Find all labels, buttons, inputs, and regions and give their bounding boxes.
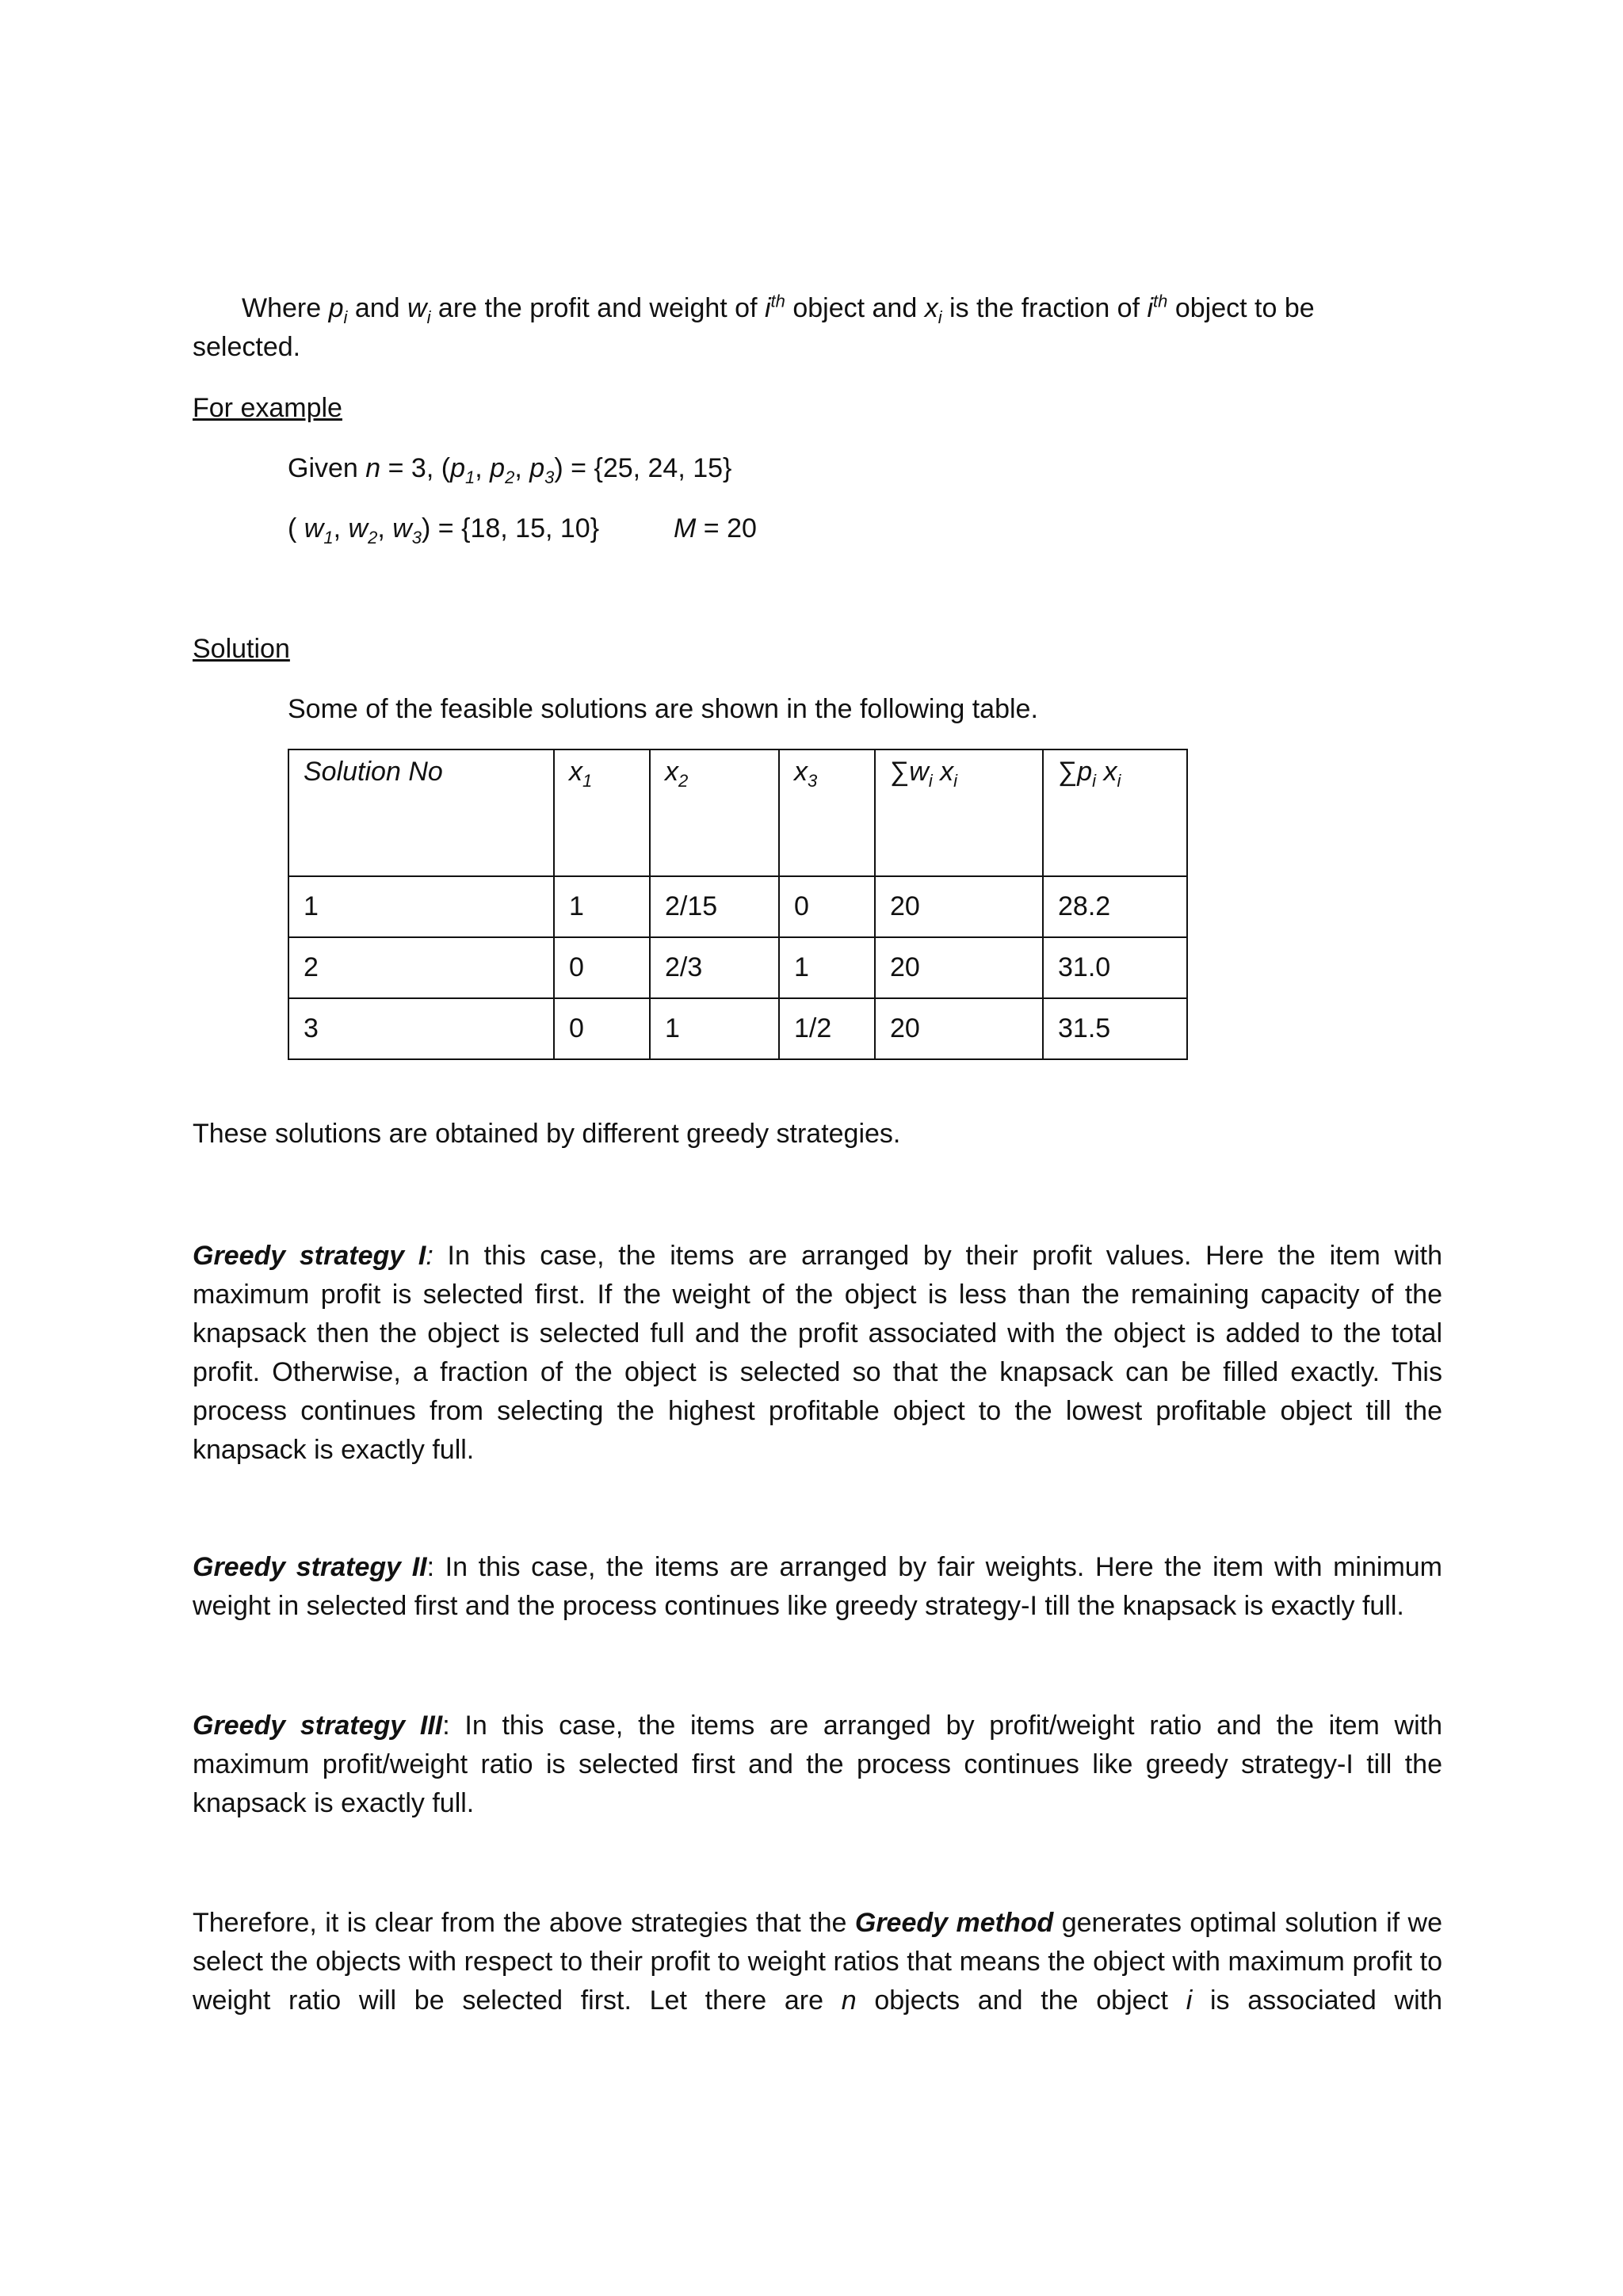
cell-x2: 2/3 [650,937,779,998]
var-w: w [348,513,369,543]
cell-x2: 1 [650,998,779,1059]
cell-solution-no: 3 [288,998,554,1059]
cell-x1: 0 [554,998,650,1059]
table-row [288,876,1187,937]
var-n: n [841,1985,857,2016]
cell-solution-no: 1 [288,876,554,937]
strategy-1-colon: : [426,1241,433,1271]
intro-text: object and [785,293,925,323]
var-i: i [1147,293,1154,323]
header-w: w [909,757,929,787]
strategy-3-colon: : [442,1711,450,1741]
sub-1: 1 [582,770,593,791]
sub-3: 3 [544,467,555,487]
var-x: x [924,293,938,323]
intro-text: are the profit and weight of [430,293,765,323]
header-x3 [779,749,875,876]
cell-sum-px: 31.0 [1043,937,1187,998]
strategy-1-label: Greedy strategy I [193,1241,426,1271]
comma: , [377,513,393,543]
sub-3: 3 [411,527,422,547]
strategy-3-label: Greedy strategy III [193,1711,443,1741]
header-x: x [569,757,582,787]
sub-1: 1 [464,467,475,487]
sub-2: 2 [505,467,515,487]
sub-i: i [1117,770,1121,791]
cell-sum-px: 31.5 [1043,998,1187,1059]
header-sum-px [1043,749,1187,876]
sub-i: i [426,307,431,327]
sub-2: 2 [368,527,378,547]
sub-i: i [1092,770,1097,791]
cell-solution-no: 2 [288,937,554,998]
sub-1: 1 [323,527,334,547]
weight-values: ) = {18, 15, 10} [422,513,600,543]
intro-text: Where [242,293,329,323]
cell-sum-wx: 20 [875,876,1043,937]
cell-x2: 2/15 [650,876,779,937]
var-p: p [328,293,344,323]
intro-line-2: selected. [193,332,301,362]
sigma-symbol: ∑ [890,757,910,787]
var-i: i [1186,1985,1193,2016]
cell-sum-px: 28.2 [1043,876,1187,937]
profit-values: ) = {25, 24, 15} [554,453,732,483]
example-heading: For example [193,393,342,423]
capacity-m [674,509,757,548]
header-x1 [554,749,650,876]
var-w: w [407,293,427,323]
var-n: n [365,453,381,483]
cell-sum-wx: 20 [875,998,1043,1059]
cell-sum-wx: 20 [875,937,1043,998]
conclusion-text: Therefore, it is clear from the above strategies that the [193,1908,855,1938]
solution-intro: Some of the feasible solutions are shown in the following table. [288,694,1038,724]
sub-i: i [928,770,933,791]
sub-i: i [343,307,348,327]
sup-th: th [770,291,785,311]
comma: , [514,453,530,483]
strategy-3-paragraph [193,1707,1442,1823]
sub-2: 2 [678,770,689,791]
header-sum-wx [875,749,1043,876]
sup-th: th [1153,291,1168,311]
solution-heading: Solution [193,634,290,664]
table-row [288,998,1187,1059]
conclusion-paragraph [193,1904,1442,2020]
m-equals: = 20 [696,513,757,543]
var-w: w [392,513,412,543]
var-m: M [674,513,697,543]
example-weight-line [288,509,599,548]
conclusion-text: generates optimal solution if we select the objects with respect to their profit to weight ratios that means the object with maximum profit to weight ratio will be selected first. Let there are [193,1908,1442,2016]
sub-i: i [938,307,942,327]
strategy-2-paragraph [193,1548,1442,1626]
example-given-line [288,449,731,488]
cell-x3: 0 [779,876,875,937]
strategy-2-text: In this case, the items are arranged by fair weights. Here the item with minimum weight in selected first and the process continues like greedy strategy-I till the knapsack is exactly full. [193,1552,1442,1621]
cell-x3: 1 [779,937,875,998]
comma: , [333,513,349,543]
conclusion-text: objects and the object [856,1985,1186,2016]
var-p: p [450,453,465,483]
intro-text: and [347,293,408,323]
header-x: x [665,757,678,787]
var-i: i [764,293,771,323]
header-solution-no [288,749,554,876]
paren-open: ( [288,513,304,543]
cell-x1: 0 [554,937,650,998]
intro-paragraph [193,289,1442,328]
cell-x3: 1/2 [779,998,875,1059]
header-p: p [1077,757,1093,787]
comma: , [475,453,491,483]
strategy-1-text: In this case, the items are arranged by their profit values. Here the item with maximum profit is selected first. If the weight of the object is less than the remaining capacity of the knapsack then the object is selected full and the profit associated with the object is added to the total profit. Otherwise, a fraction of the object is selected so that the knapsack can be filled exactly. This process continues from selecting the highest profitable object to the lowest profitable object till the knapsack is exactly full. [193,1241,1442,1465]
var-w: w [304,513,324,543]
header-solution-no-text: Solution No [304,757,443,787]
strategy-1-paragraph [193,1237,1442,1470]
strategy-3-text: In this case, the items are arranged by profit/weight ratio and the item with maximum profit/weight ratio is selected first and the process continues like greedy strategy-I till the knapsack is exactly full. [193,1711,1442,1818]
sub-3: 3 [808,770,818,791]
solutions-table [288,749,1188,1060]
strategy-2-colon: : [426,1552,435,1582]
header-x: x [940,757,954,787]
given-label: Given [288,453,366,483]
conclusion-text: is associated with [1192,1985,1442,2016]
intro-text: object to be [1167,293,1315,323]
sigma-symbol: ∑ [1058,757,1078,787]
solution-after-text: These solutions are obtained by different greedy strategies. [193,1119,901,1149]
var-p: p [529,453,545,483]
table-row [288,937,1187,998]
cell-x1: 1 [554,876,650,937]
header-x2 [650,749,779,876]
n-equals: = 3, ( [380,453,451,483]
var-p: p [490,453,506,483]
sub-i: i [953,770,958,791]
intro-text: is the fraction of [941,293,1148,323]
header-x: x [794,757,808,787]
table-header-row [288,749,1187,876]
header-x: x [1103,757,1117,787]
greedy-method-term: Greedy method [854,1908,1054,1938]
strategy-2-label: Greedy strategy II [193,1552,427,1582]
